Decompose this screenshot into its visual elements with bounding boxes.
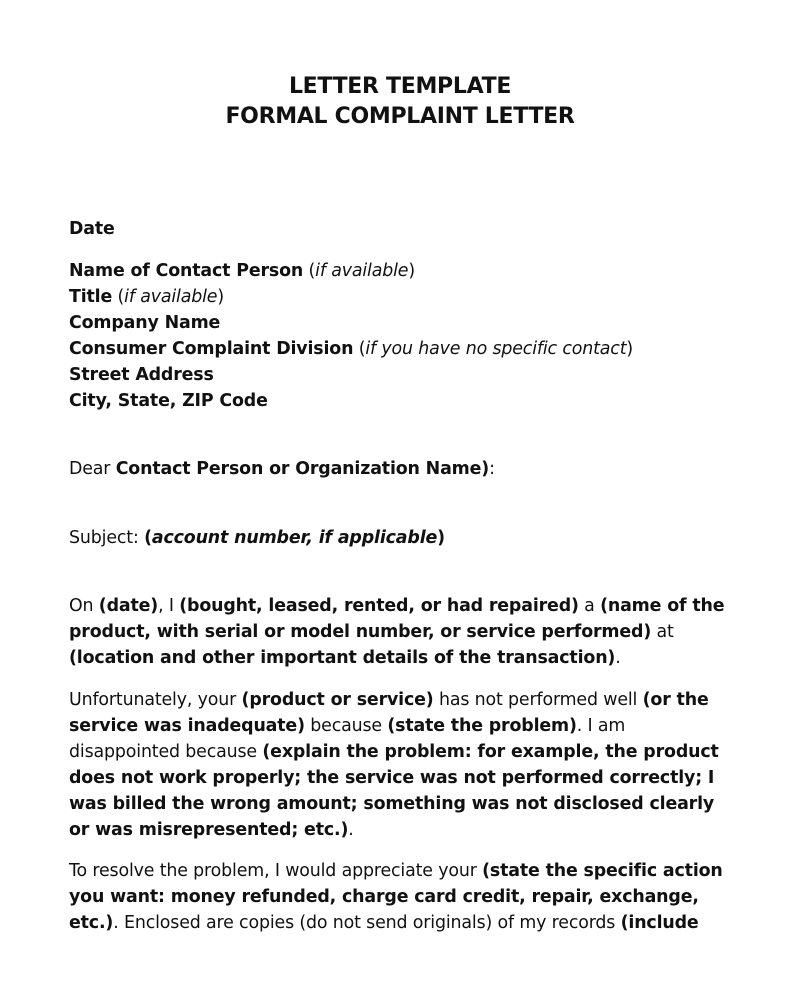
subject-prefix: Subject: [69,528,145,548]
paragraph-1 [69,593,739,671]
recipient-address [69,258,739,414]
company-name: Company Name [69,313,221,333]
p1-bold-4: (location and other important details of the transaction) [69,648,616,668]
division-name: Consumer Complaint Division [69,339,354,359]
p1-text-1: On [69,596,99,616]
p2-bold-1: (product or service) [241,690,434,710]
letter-title [0,72,800,132]
title-label: Title [69,287,113,307]
contact-name: Name of Contact Person [69,261,304,281]
city-line [69,388,739,414]
salutation-prefix: Dear [69,459,116,479]
p1-text-4: at [651,622,674,642]
p1-text-2: , I [158,596,180,616]
subject-value: account number, if applicable [151,528,438,548]
salutation-suffix: : [489,459,495,479]
p1-bold-2: (bought, leased, rented, or had repaired) [179,596,579,616]
division-note: if you have no specific contact [365,339,627,359]
p1-text-3: a [578,596,601,616]
p3-text-2: . Enclosed are copies (do not send originals) of my records [113,913,621,933]
contact-name-line: Name of Contact Person (if available) [69,261,415,281]
p3-bold-2: (include [620,913,699,933]
p3-text-1: To resolve the problem, I would appreciate your [69,861,483,881]
p2-text-2: has not performed well [433,690,643,710]
salutation [69,456,739,482]
p2-bold-2: (or the service was inadequate) [69,690,709,736]
title-line-2: FORMAL COMPLAINT LETTER [225,104,575,129]
p1-bold-3: (name of the product, with serial or model number, or service performed) [69,596,725,642]
street-line [69,362,739,388]
p1-text-5: . [615,648,621,668]
division-line: Consumer Complaint Division (if you have no specific contact) [69,339,634,359]
salutation-name: Contact Person or Organization Name) [115,459,490,479]
company-line [69,310,739,336]
paragraph-3 [69,858,739,936]
p2-bold-4: (explain the problem: for example, the product does not work properly; the service was not performed correctly; I was billed the wrong amount; something was not disclosed clearly or was misrepresented; etc.) [69,742,719,840]
p2-text-3: because [304,716,388,736]
street-address: Street Address [69,365,214,385]
title-note: if available [124,287,218,307]
p2-text-5: . [348,820,354,840]
p2-bold-3: (state the problem) [387,716,577,736]
contact-name-note: if available [315,261,409,281]
p2-text-4: . I am disappointed because [69,716,626,762]
p1-bold-1: (date) [98,596,159,616]
city-state-zip: City, State, ZIP Code [69,391,268,411]
title-line-1: LETTER TEMPLATE [288,74,512,99]
paragraph-2 [69,687,739,843]
p3-bold-1: (state the specific action you want: money refunded, charge card credit, repair, exchange, etc.) [69,861,723,933]
p2-text-1: Unfortunately, your [69,690,242,710]
title-line: Title (if available) [69,287,224,307]
subject-line: Subject: (account number, if applicable) [69,528,445,548]
date-placeholder: Date [69,219,115,239]
